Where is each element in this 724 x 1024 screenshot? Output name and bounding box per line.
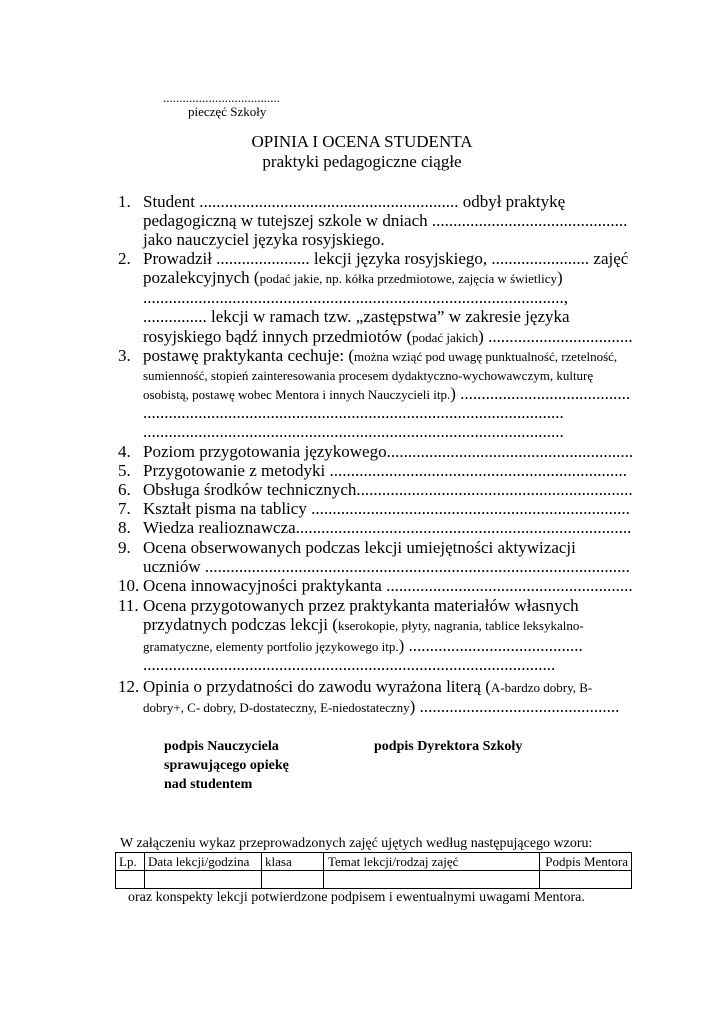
item-2-line-1: Prowadził ...................... lekcji języka rosyjskiego, ....................... zajęć [143, 249, 629, 268]
col-signature: Podpis Mentora [540, 853, 632, 871]
item-9-line-2: uczniów .................................................................................................... [143, 557, 630, 576]
item-3-line-3: osobistą, postawę wobec Mentora i innych Nauczycieli itp.) ........................................ [143, 384, 631, 403]
stamp-dots: .................................... [163, 90, 280, 105]
table-cell [145, 871, 262, 889]
table-cell [116, 871, 145, 889]
item-11-line-2: przydatnych podczas lekcji (kserokopie, płyty, nagrania, tablice leksykalno- [143, 615, 584, 634]
item-number: 6. [118, 480, 131, 499]
teacher-signature-label: podpis Nauczyciela sprawującego opiekę nad studentem [164, 739, 289, 792]
item-number: 9. [118, 538, 131, 557]
item-6: Obsługa środków technicznych................................................................. [143, 480, 633, 499]
item-2-line-4: ............... lekcji w ramach tzw. „zastępstwa” w zakresie języka [143, 307, 570, 326]
page-subtitle: praktyki pedagogiczne ciągłe [262, 152, 462, 171]
item-3-line-5: ................................................................................................... [143, 422, 564, 441]
item-11-line-1: Ocena przygotowanych przez praktykanta materiałów własnych [143, 596, 579, 615]
col-date: Data lekcji/godzina [145, 853, 262, 871]
item-12-line-2: dobry+, C- dobry, D-dostateczny, E-niedostateczny) ............................................... [143, 697, 620, 716]
item-1-line-1: Student ............................................................. odbył praktykę [143, 192, 566, 211]
lessons-table [115, 852, 632, 889]
item-number: 2. [118, 249, 131, 268]
item-8: Wiedza realioznawcza............................................................................... [143, 518, 632, 537]
item-number: 4. [118, 442, 131, 461]
item-5: Przygotowanie z metodyki ...................................................................... [143, 461, 627, 480]
col-class: klasa [262, 853, 324, 871]
col-lp: Lp. [116, 853, 145, 871]
item-4: Poziom przygotowania językowego.......................................................... [143, 442, 634, 461]
col-topic: Temat lekcji/rodzaj zajęć [324, 853, 540, 871]
table-header-row [116, 853, 632, 871]
item-number: 12. [118, 677, 140, 696]
item-11-line-3: gramatyczne, elementy portfolio językowego itp.) ......................................... [143, 636, 583, 655]
attachment-footer: oraz konspekty lekcji potwierdzone podpisem i ewentualnymi uwagami Mentora. [128, 890, 585, 905]
item-3-line-2: sumienność, stopień zainteresowania procesem dydaktyczno-wychowawczym, kulturę [143, 368, 594, 383]
director-signature-label: podpis Dyrektora Szkoły [374, 739, 523, 754]
item-10: Ocena innowacyjności praktykanta .......................................................... [143, 576, 633, 595]
item-number: 7. [118, 499, 131, 518]
table-cell [324, 871, 540, 889]
item-7: Kształt pisma na tablicy ........................................................................... [143, 499, 630, 518]
item-number: 8. [118, 518, 131, 537]
item-3-line-4: ................................................................................................... [143, 403, 564, 422]
item-3-line-1: postawę praktykanta cechuje: (można wziąć pod uwagę punktualność, rzetelność, [143, 346, 618, 365]
item-1-line-3: jako nauczyciel języka rosyjskiego. [143, 230, 385, 249]
item-number: 1. [118, 192, 131, 211]
attachment-intro: W załączeniu wykaz przeprowadzonych zajęć ujętych według następującego wzoru: [120, 836, 593, 851]
item-9-line-1: Ocena obserwowanych podczas lekcji umiejętności aktywizacji [143, 538, 576, 557]
item-number: 3. [118, 346, 131, 365]
item-2-line-5: rosyjskiego bądź innych przedmiotów (podać jakich) .................................. [143, 327, 633, 346]
table-cell [262, 871, 324, 889]
item-2-line-2: pozalekcyjnych (podać jakie, np. kółka przedmiotowe, zajęcia w świetlicy) [143, 268, 563, 287]
stamp-label: pieczęć Szkoły [188, 104, 267, 119]
table-cell [540, 871, 632, 889]
page-title: OPINIA I OCENA STUDENTA [251, 132, 473, 151]
item-1-line-2: pedagogiczną w tutejszej szkole w dniach .............................................. [143, 211, 628, 230]
table-row [116, 871, 632, 889]
item-number: 11. [118, 596, 139, 615]
item-12-line-1: Opinia o przydatności do zawodu wyrażona literą (A-bardzo dobry, B- [143, 677, 593, 696]
item-number: 5. [118, 461, 131, 480]
item-2-line-3: ..................................................................................................., [143, 288, 568, 307]
item-11-line-4: ................................................................................................. [143, 655, 556, 674]
item-number: 10. [118, 576, 140, 595]
